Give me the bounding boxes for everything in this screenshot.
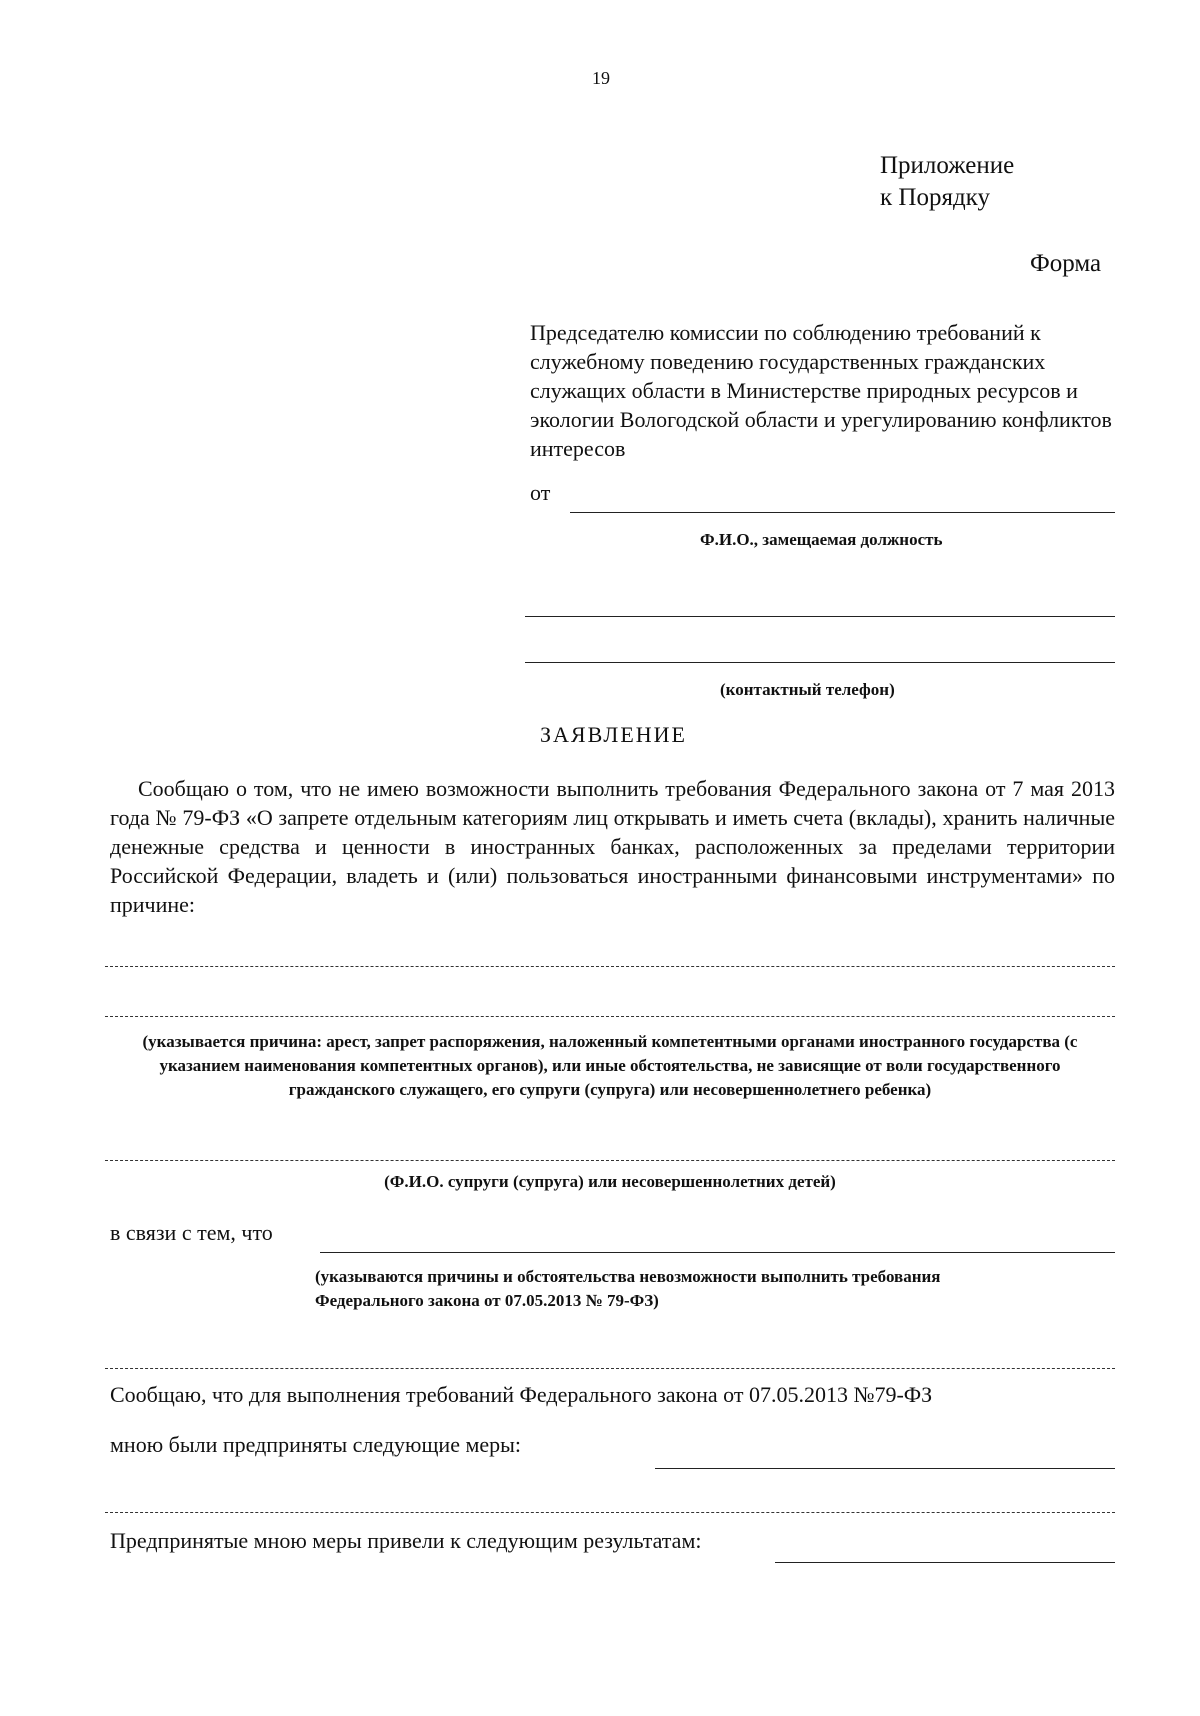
reason-line-1 <box>105 966 1115 967</box>
measures-line-2: мною были предприняты следующие меры: <box>110 1432 522 1457</box>
form-label: Форма <box>1030 250 1102 277</box>
because-line <box>320 1252 1115 1253</box>
phone-line <box>525 662 1115 663</box>
phone-caption: (контактный телефон) <box>720 680 895 699</box>
measures-line-full <box>105 1512 1115 1513</box>
document-title: ЗАЯВЛЕНИЕ <box>540 722 687 747</box>
page-number: 19 <box>592 68 610 88</box>
measures-line-1: Сообщаю, что для выполнения требований Федерального закона от 07.05.2013 №79-ФЗ <box>110 1382 933 1407</box>
spouse-line <box>105 1160 1115 1161</box>
from-line <box>570 512 1115 513</box>
addressee: Председателю комиссии по соблюдению требований к служебному поведению государственных гражданских служащих области в Министерстве природных ресурсов и экологии Вологодской области и урегулированию конфликтов интересов <box>530 320 1112 461</box>
fio-caption: Ф.И.О., замещаемая должность <box>700 530 943 549</box>
appendix-line-2: к Порядку <box>880 184 990 211</box>
results-answer-line <box>775 1562 1115 1563</box>
reason-caption: (указывается причина: арест, запрет распоряжения, наложенный компетентными органами иностранного государства (с указанием наименования компетентных органов), или иные обстоятельства, не зависящие от воли государственного гражданского служащего, его супруги (супруга) или несовершеннолетнего ребенка) <box>142 1032 1078 1099</box>
appendix-block <box>880 150 1014 214</box>
appendix-line-1: Приложение <box>880 152 1015 179</box>
measures-answer-line <box>655 1468 1115 1469</box>
position-line <box>525 616 1115 617</box>
spouse-caption: (Ф.И.О. супруги (супруга) или несовершеннолетних детей) <box>384 1172 836 1191</box>
reason-line-2 <box>105 1016 1115 1017</box>
from-label: от <box>530 480 551 505</box>
circumstances-caption: (указываются причины и обстоятельства невозможности выполнить требования Федерального закона от 07.05.2013 № 79-ФЗ) <box>315 1267 941 1310</box>
body-paragraph: Сообщаю о том, что не имею возможности выполнить требования Федерального закона от 7 мая 2013 года № 79-ФЗ «О запрете отдельным категориям лиц открывать и иметь счета (вклады), хранить наличные денежные средства и ценности в иностранных банках, расположенных за пределами территории Российской Федерации, владеть и (или) пользоваться иностранными финансовыми инструментами» по причине: <box>110 776 1115 917</box>
circumstances-line <box>105 1368 1115 1369</box>
because-label: в связи с тем, что <box>110 1220 273 1245</box>
results-line: Предпринятые мною меры привели к следующим результатам: <box>110 1528 702 1553</box>
